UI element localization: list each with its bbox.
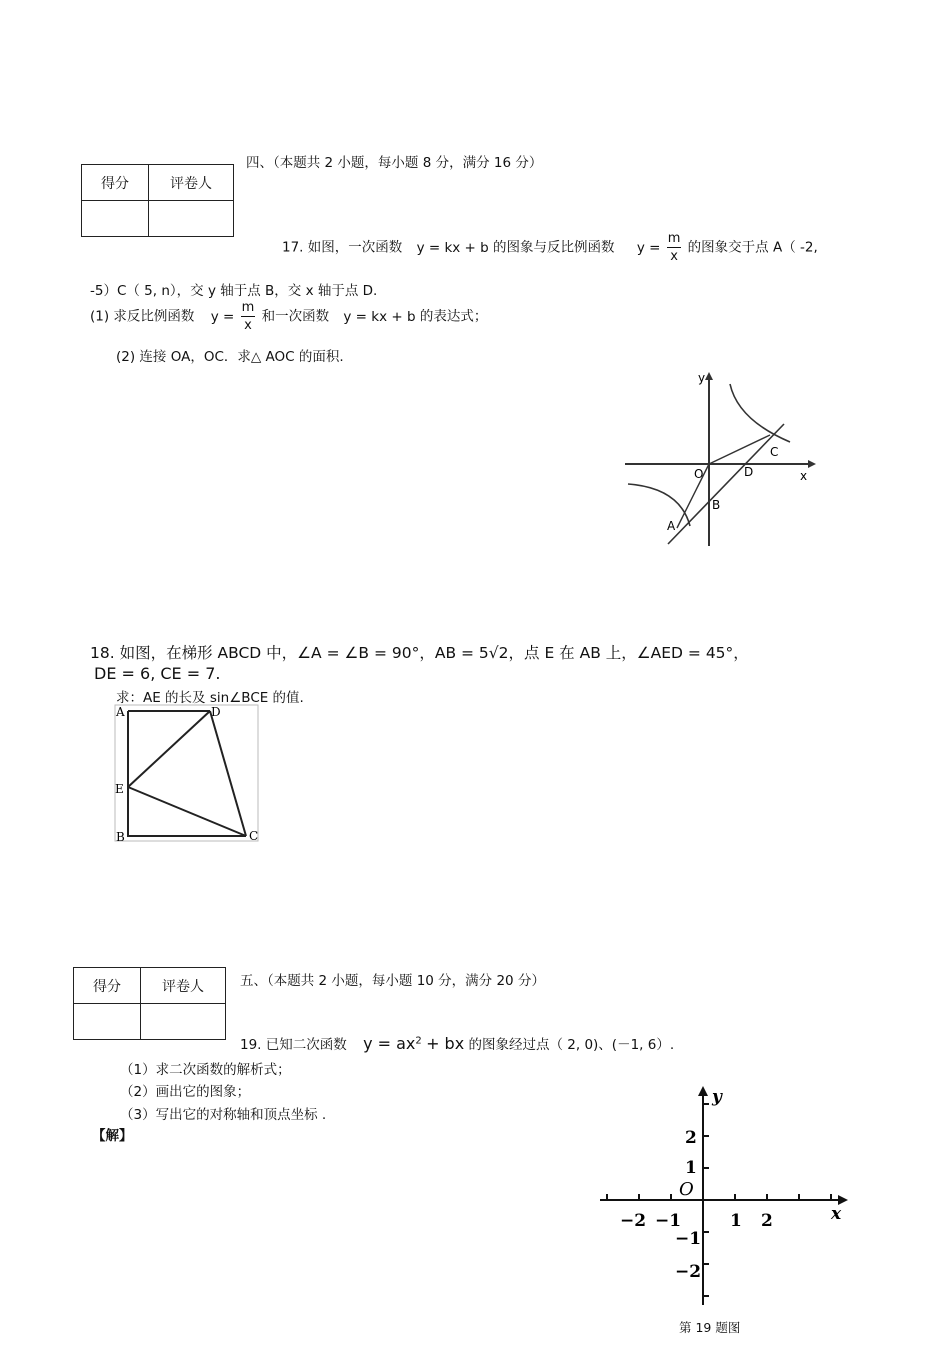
label-D: D [744,465,754,479]
q17-intro-b: 的图象与反比例函数 [493,239,615,256]
y-tick-label-neg1: −1 [675,1229,702,1249]
q19-eq: y = ax [363,1034,416,1053]
q17-linear-eq: y = kx + b [416,239,489,256]
segment-ED [128,711,210,787]
label-B: B [116,830,125,843]
grader-header: 评卷人 [149,165,234,201]
hyperbola-branch-1 [730,384,790,442]
q17-intro-c: 的图象交于点 A（ -2, [687,239,818,256]
grader-cell[interactable] [149,201,234,237]
score-header: 得分 [82,165,149,201]
label-A: A [116,705,125,719]
y-tick-label-neg2: −2 [675,1262,702,1282]
segment-EC [128,787,246,836]
q19-eq-sup: 2 [415,1035,422,1047]
q17-part1-fraction: $\frac{m}{x}$ [241,300,255,333]
x-tick-label-1: 1 [730,1211,742,1231]
grader-cell[interactable] [141,1004,226,1040]
label-B: B [712,498,721,512]
label-x: x [800,469,808,483]
grader-header: 评卷人 [141,968,226,1004]
label-origin: O [679,1179,694,1200]
q18-line2: DE = 6, CE = 7. [94,664,221,683]
label-y: y [698,371,706,385]
label-C: C [770,445,779,459]
q17-part1-y: y = [210,308,235,325]
q17-part1-b: 和一次函数 [261,308,330,325]
score-cell[interactable] [82,201,149,237]
q18-line1: 18. 如图，在梯形 ABCD 中，∠A = ∠B = 90°，AB = 5√2，点 E 在 AB 上，∠AED = 45°， [90,644,749,662]
q19-answer-label: 【解】 [92,1128,133,1144]
q19-part1: （1）求二次函数的解析式； [120,1062,291,1078]
line-kx-b [668,424,784,544]
y-axis-arrow [705,372,713,380]
x-axis-arrow [808,460,816,468]
q17-intro: 17. 如图，一次函数 [282,239,403,256]
q17-part1-c: 的表达式； [419,308,488,325]
y-axis-arrow [698,1086,708,1096]
q19-coordinate-plane [595,1080,855,1310]
q17-y-eq: y = [636,239,661,256]
y-tick-label-1: 1 [685,1158,697,1178]
q17-part1 [90,301,487,332]
x-tick-label-neg1: −1 [655,1211,682,1231]
label-C: C [249,829,259,843]
side-DC [210,711,246,836]
label-x: x [831,1204,842,1224]
q17-part1-eq: y = kx + b [343,308,416,325]
q17-line2: -5）C（ 5, n），交 y 轴于点 B，交 x 轴于点 D. [90,283,378,299]
y-tick-label-2: 2 [685,1128,697,1148]
section5-heading: 五、（本题共 2 小题，每小题 10 分，满分 20 分） [240,973,545,989]
score-table-section5 [73,967,226,1040]
x-tick-label-neg2: −2 [620,1211,647,1231]
score-cell[interactable] [74,1004,141,1040]
q18-figure [112,703,262,843]
q19-line1 [240,1033,674,1053]
q19-eq-b: + bx [426,1034,465,1053]
label-D: D [211,705,221,719]
section4-heading: 四、（本题共 2 小题，每小题 8 分，满分 16 分） [246,155,543,171]
segment-OC [709,435,770,464]
x-tick-label-2: 2 [761,1211,773,1231]
q18-line3: 求：AE 的长及 sin∠BCE 的值. [116,690,304,706]
q17-fraction: $\frac{m}{x}$ [667,231,681,264]
q17-part2: (2) 连接 OA，OC．求△ AOC 的面积. [116,349,344,365]
q17-part1-a: (1) 求反比例函数 [90,308,195,325]
q17-line1 [282,232,818,263]
label-y: y [712,1087,722,1107]
q19-intro-b: 的图象经过点（ 2, 0)、(－1, 6）. [468,1037,675,1053]
q19-intro: 19. 已知二次函数 [240,1037,347,1053]
q19-part2: （2）画出它的图象； [120,1084,251,1100]
label-E: E [115,782,124,796]
q19-figure-caption: 第 19 题图 [679,1320,741,1335]
label-O: O [694,467,704,481]
score-table-section4 [81,164,234,237]
q19-part3: （3）写出它的对称轴和顶点坐标 . [120,1107,327,1123]
label-A: A [667,519,676,533]
figure-frame [115,705,258,841]
q17-figure [620,368,820,550]
score-header: 得分 [74,968,141,1004]
